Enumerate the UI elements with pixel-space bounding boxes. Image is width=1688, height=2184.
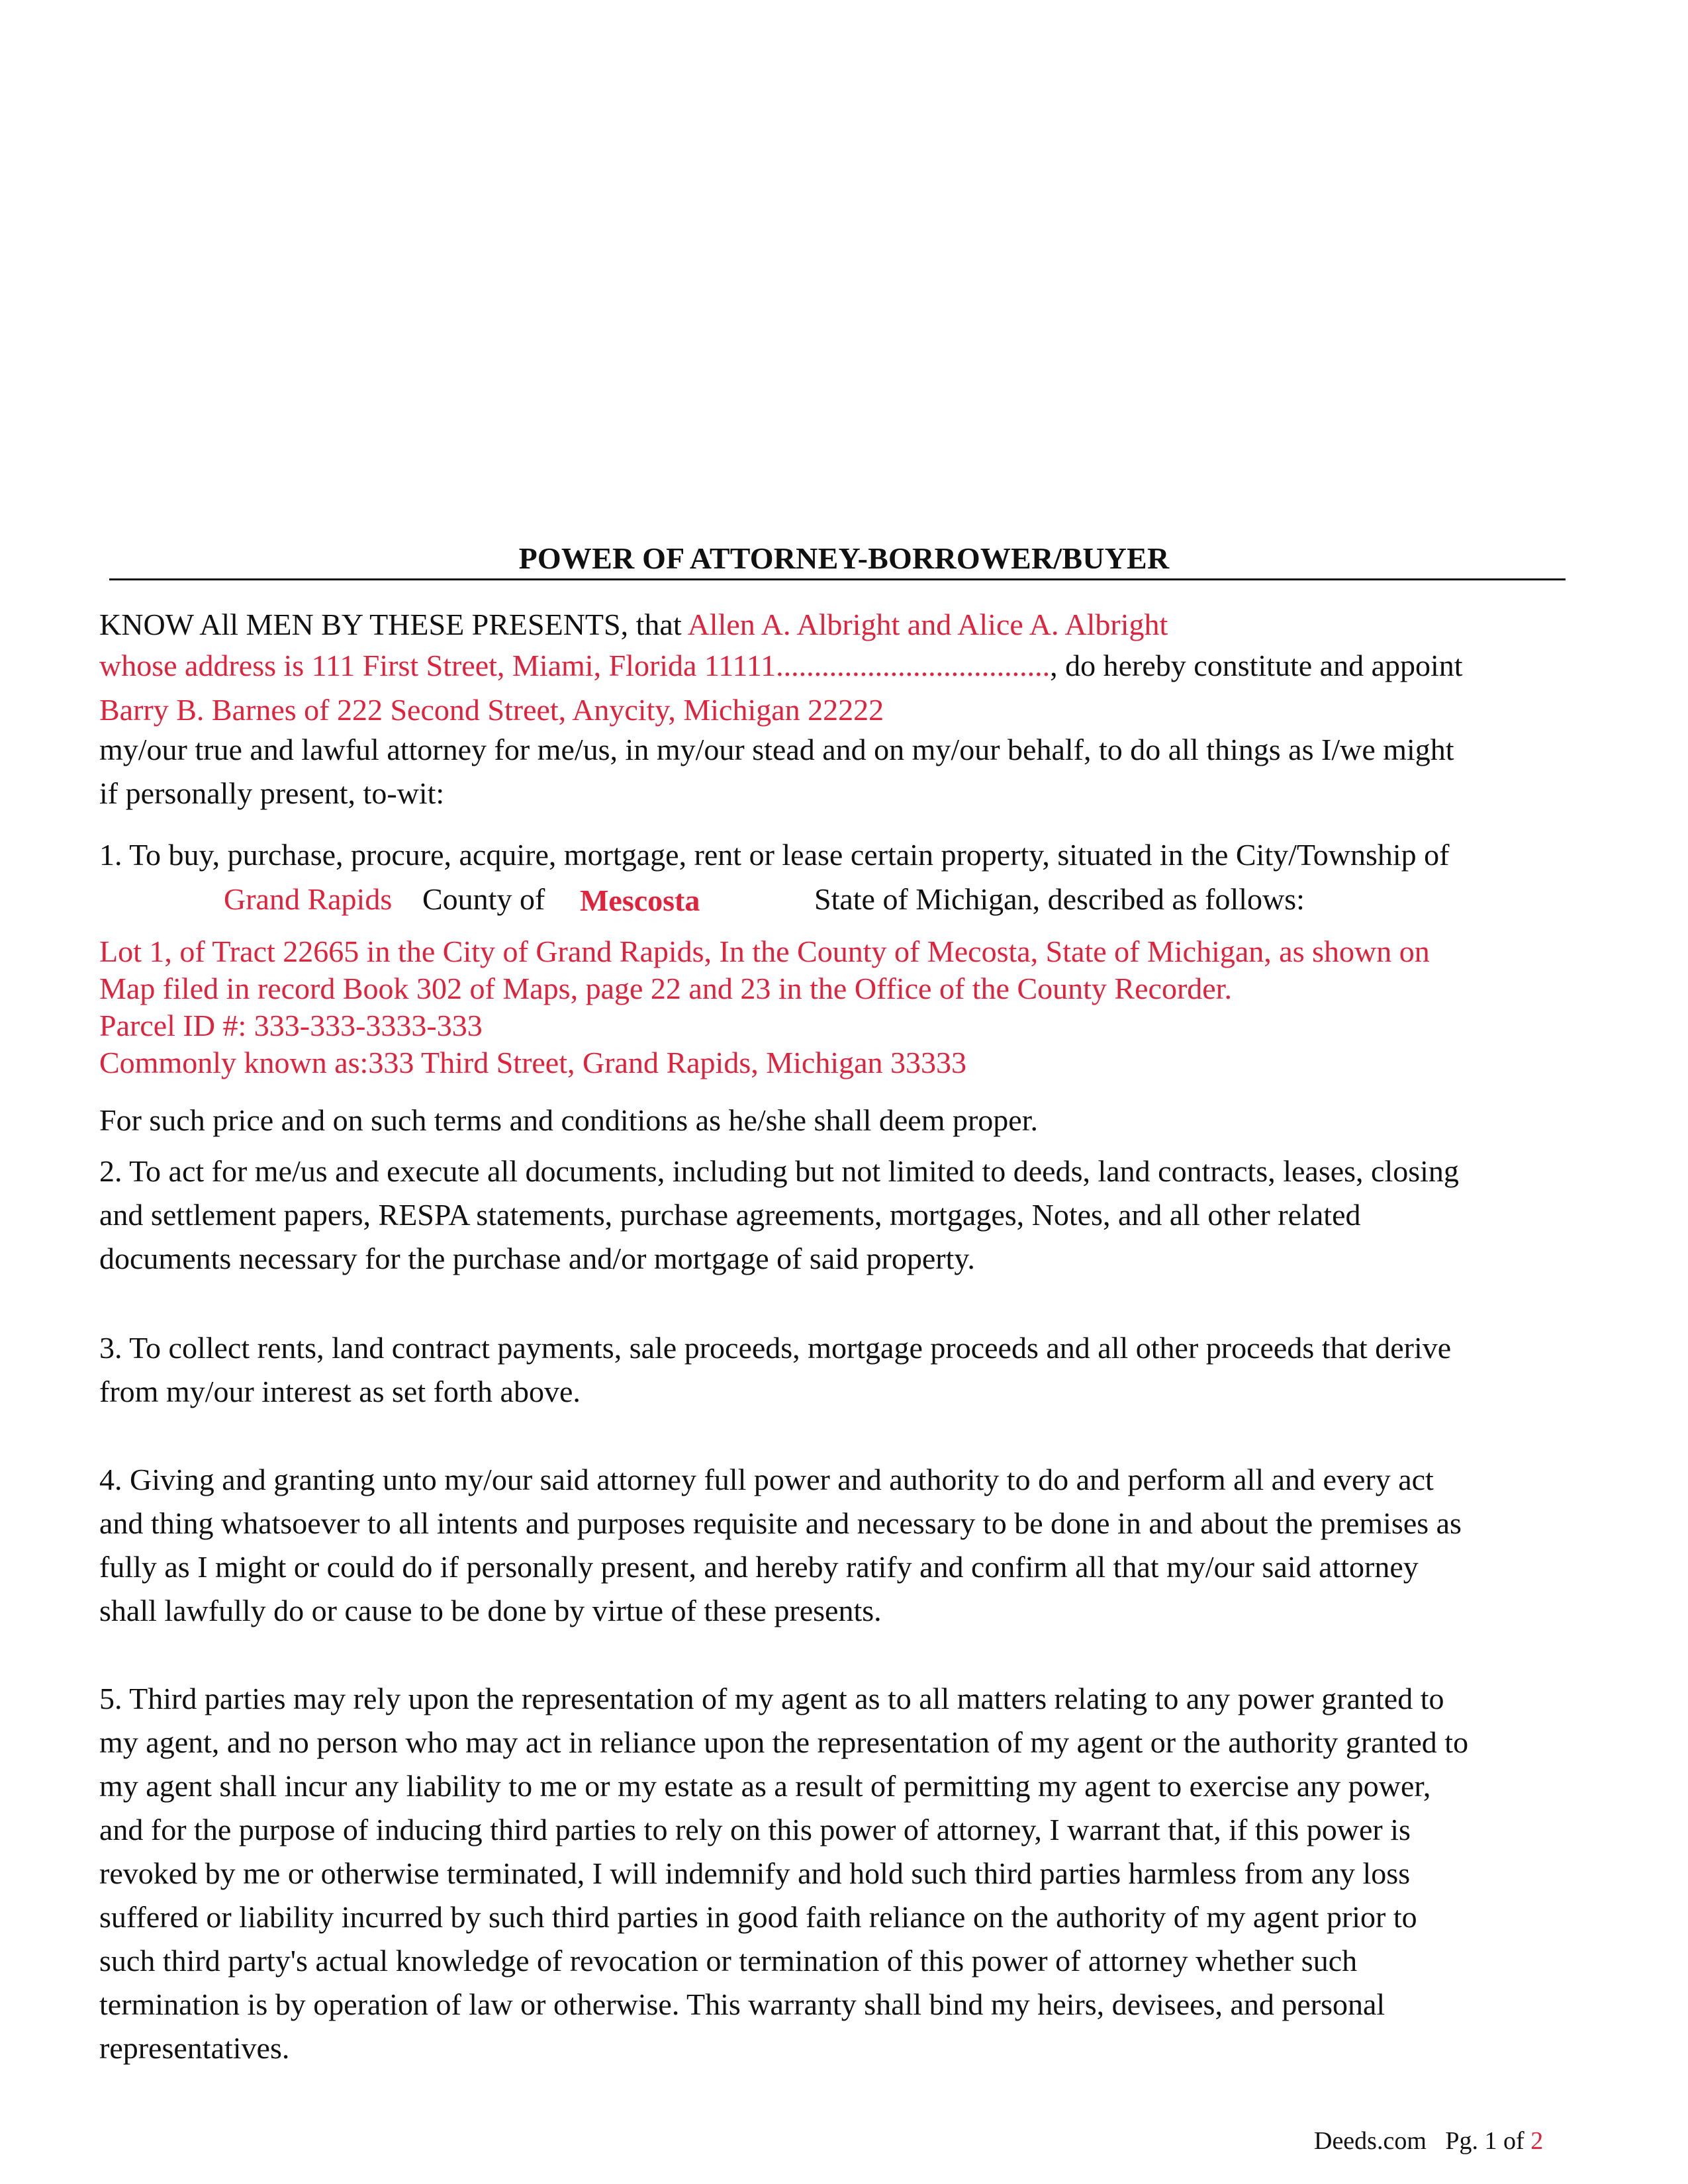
paragraph-line: if personally present, to-wit:	[99, 776, 445, 810]
paragraph-line: my/our true and lawful attorney for me/us, in my/our stead and on my/our behalf, to do all things as I/we might	[99, 733, 1454, 766]
property-county: Mescosta	[580, 884, 700, 917]
commonly-known-as: Commonly known as:333 Third Street, Grand Rapids, Michigan 33333	[99, 1046, 967, 1079]
paragraph-line: and settlement papers, RESPA statements, purchase agreements, mortgages, Notes, and all other related	[99, 1198, 1361, 1232]
paragraph-line: and for the purpose of inducing third parties to rely on this power of attorney, I warrant that, if this power is	[99, 1813, 1411, 1846]
footer-total-pages: 2	[1530, 2127, 1544, 2155]
paragraph-line: fully as I might or could do if personally present, and hereby ratify and confirm all that my/our said attorney	[99, 1550, 1419, 1584]
intro-line-2	[99, 651, 1463, 681]
paragraph-line: documents necessary for the purchase and/or mortgage of said property.	[99, 1242, 975, 1275]
paragraph-line: such third party's actual knowledge of revocation or termination of this power of attorney whether such	[99, 1944, 1358, 1978]
footer-site: Deeds.com	[1314, 2127, 1427, 2155]
item2-paragraph	[99, 1150, 1595, 1281]
paragraph-line: 5. Third parties may rely upon the representation of my agent as to all matters relating to any power granted to	[99, 1682, 1444, 1715]
intro-line-1	[99, 610, 1168, 640]
item4-paragraph	[99, 1458, 1595, 1633]
appoint-text: , do hereby constitute and appoint	[1050, 649, 1463, 682]
legal-line: Lot 1, of Tract 22665 in the City of Grand Rapids, In the County of Mecosta, State of Michigan, as shown on	[99, 934, 1430, 968]
legal-line: Map filed in record Book 302 of Maps, page 22 and 23 in the Office of the County Recorder.	[99, 972, 1232, 1005]
grantor-names: Allen A. Albright and Alice A. Albright	[687, 608, 1168, 641]
state-text: State of Michigan, described as follows:	[814, 882, 1305, 916]
paragraph-line: shall lawfully do or cause to be done by virtue of these presents.	[99, 1594, 882, 1627]
paragraph-line: representatives.	[99, 2031, 290, 2065]
paragraph-line: from my/our interest as set forth above.	[99, 1375, 581, 1408]
paragraph-line: termination is by operation of law or otherwise. This warranty shall bind my heirs, devisees, and personal	[99, 1987, 1385, 2021]
item3-paragraph	[99, 1326, 1595, 1414]
intro-paragraph	[99, 728, 1595, 815]
county-label: County of	[422, 882, 545, 916]
paragraph-line: 3. To collect rents, land contract payments, sale proceeds, mortgage proceeds and all other proceeds that derive	[99, 1331, 1452, 1365]
property-city: Grand Rapids	[224, 882, 393, 916]
paragraph-line: suffered or liability incurred by such third parties in good faith reliance on the authority of my agent prior to	[99, 1900, 1417, 1934]
paragraph-line: 2. To act for me/us and execute all documents, including but not limited to deeds, land contracts, leases, closing	[99, 1154, 1459, 1188]
paragraph-line: 4. Giving and granting unto my/our said attorney full power and authority to do and perform all and every act	[99, 1463, 1434, 1496]
document-title: POWER OF ATTORNEY-BORROWER/BUYER	[518, 541, 1170, 575]
know-all-text: KNOW All MEN BY THESE PRESENTS, that	[99, 608, 688, 641]
paragraph-line: my agent shall incur any liability to me or my estate as a result of permitting my agent to exercise any power,	[99, 1769, 1431, 1803]
footer-page-label: Pg. 1 of	[1445, 2127, 1524, 2155]
item1-closing: For such price and on such terms and conditions as he/she shall deem proper.	[99, 1103, 1039, 1137]
item5-paragraph	[99, 1677, 1595, 2070]
paragraph-line: revoked by me or otherwise terminated, I will indemnify and hold such third parties harmless from any loss	[99, 1856, 1411, 1890]
grantor-address: whose address is 111 First Street, Miami, Florida 11111....................................	[99, 649, 1051, 682]
item1-lead: 1. To buy, purchase, procure, acquire, mortgage, rent or lease certain property, situated in the City/Township of	[99, 838, 1450, 872]
legal-description	[99, 933, 1595, 1081]
parcel-id: Parcel ID #: 333-333-3333-333	[99, 1009, 483, 1042]
paragraph-line: and thing whatsoever to all intents and purposes requisite and necessary to be done in and about the premises as	[99, 1506, 1462, 1540]
page-footer	[1314, 2126, 1543, 2156]
attorney-name-address: Barry B. Barnes of 222 Second Street, Anycity, Michigan 22222	[99, 693, 884, 727]
paragraph-line: my agent, and no person who may act in reliance upon the representation of my agent or the authority granted to	[99, 1725, 1469, 1759]
title-underline	[109, 578, 1566, 580]
